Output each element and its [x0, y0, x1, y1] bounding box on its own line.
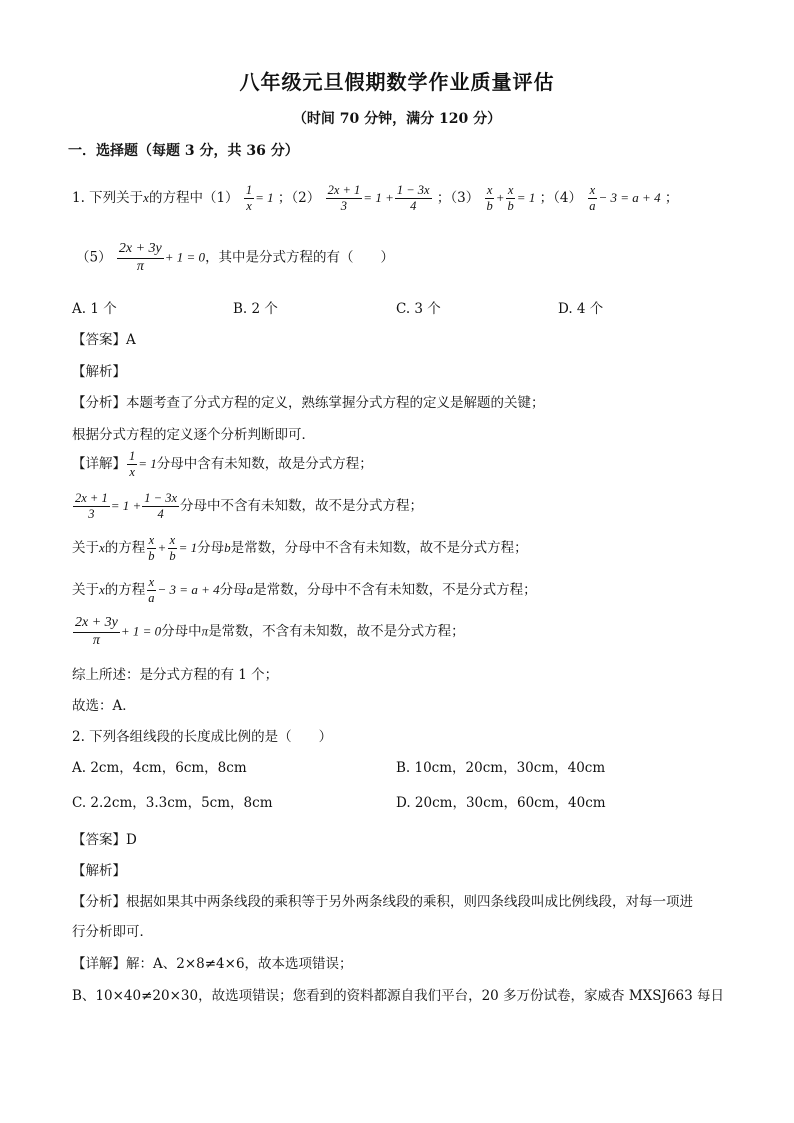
eq3-fraction-right: $\frac{x}{b}$ [507, 183, 514, 214]
detail1-text: 分母中含有未知数，故是分式方程； [156, 456, 373, 473]
detail4-tail: 是常数，分母中不含有未知数，不是分式方程； [253, 582, 537, 599]
q1-analysis-label: 【解析】 [72, 364, 126, 380]
detail3-mid: 的方程 [104, 540, 146, 557]
q1-fenxi-2: 根据分式方程的定义逐个分析判断即可． [72, 427, 315, 443]
q2-option-a: A. 2cm，4cm，6cm，8cm [72, 760, 247, 776]
detail4-var-x: x [99, 582, 105, 598]
detail3-fraction-left: $\frac{x}{b}$ [148, 533, 155, 564]
detail3-fraction-right: $\frac{x}{b}$ [169, 533, 176, 564]
question-2-stem: 2. 下列各组线段的长度成比例的是（ ） [72, 729, 333, 745]
q1-tail: ，其中是分式方程的有（ ） [205, 249, 395, 266]
detail3-plus: + [157, 540, 167, 556]
q1-prefix: 1. 下列关于 [72, 190, 144, 207]
detail2-fraction-right: $\frac{1 - 3x}{4}$ [144, 491, 178, 522]
q1-detail-1 [72, 450, 373, 479]
detail3-var-x: x [99, 540, 105, 556]
detail2-mid: = 1 + [110, 498, 142, 514]
q1-fenxi: 【分析】本题考查了分式方程的定义，熟练掌握分式方程的定义是解题的关键； [72, 395, 545, 411]
detail5-rhs: + 1 = 0 [120, 623, 162, 639]
eq5-fraction: $\frac{2x + 3y}{\pi}$ [118, 241, 162, 274]
detail4-text: 分母 [219, 582, 247, 599]
q1-answer: 【答案】A [72, 332, 136, 348]
detail4-pre: 关于 [72, 582, 99, 599]
q2-option-b: B. 10cm，20cm，30cm，40cm [396, 760, 606, 776]
detail4-fraction: $\frac{x}{a}$ [148, 575, 155, 606]
eq3-fraction-left: $\frac{x}{b}$ [486, 183, 493, 214]
detail4-rhs: − 3 = a + 4 [157, 582, 220, 598]
q2-analysis-label: 【解析】 [72, 863, 126, 879]
eq1-fraction: $\frac{1}{x}$ [245, 183, 253, 214]
detail5-text: 分母中 [161, 623, 202, 640]
q2-detail-2: B、10×40≠20×30，故选项错误；您看到的资料都源自我们平台，20 多万份试卷，家威杏 MXSJ663 每日 [72, 988, 724, 1004]
q2-option-c: C. 2.2cm，3.3cm，5cm，8cm [72, 795, 273, 811]
q1-sep1: ；（2） [277, 190, 321, 207]
question-1-stem [72, 184, 678, 213]
q1-var-x: x [143, 190, 149, 206]
detail5-tail: 是常数，不含有未知数，故不是分式方程； [208, 623, 465, 640]
q2-detail: 【详解】解：A、2×8≠4×6，故本选项错误； [72, 956, 353, 972]
page-title: 八年级元旦假期数学作业质量评估 [239, 70, 555, 94]
page-subtitle: （时间 70 分钟，满分 120 分） [292, 111, 502, 127]
q1-choose: 故选：A． [72, 698, 136, 714]
q1-detail-3 [72, 534, 528, 563]
eq4-fraction: $\frac{x}{a}$ [589, 183, 596, 214]
q2-answer: 【答案】D [72, 832, 137, 848]
eq4-rhs: − 3 = a + 4 [598, 190, 661, 206]
q1-detail-2 [72, 492, 423, 521]
detail2-text: 分母中不含有未知数，故不是分式方程； [180, 498, 424, 515]
q2-fenxi-2: 行分析即可． [72, 924, 153, 940]
detail4-a: a [246, 582, 254, 598]
q1-detail-label: 【详解】 [72, 456, 126, 473]
q1-sep3: ；（4） [539, 190, 582, 207]
eq3-rhs: = 1 [516, 190, 536, 206]
detail2-fraction-left: $\frac{2x + 1}{3}$ [75, 491, 108, 522]
q2-option-d: D. 20cm，30cm，60cm，40cm [396, 795, 606, 811]
detail5-fraction: $\frac{2x + 3y}{\pi}$ [75, 615, 118, 648]
eq3-plus: + [495, 190, 505, 206]
q1-label5: （5） [76, 249, 112, 266]
q1-detail-4 [72, 576, 537, 605]
eq2-mid: = 1 + [363, 190, 394, 206]
q1-detail-5 [72, 616, 465, 648]
eq2-fraction-left: $\frac{2x + 1}{3}$ [327, 183, 361, 214]
q1-option-c: C. 3 个 [396, 301, 441, 317]
detail3-pre: 关于 [72, 540, 99, 557]
detail3-tail: 是常数，分母中不含有未知数，故不是分式方程； [230, 540, 528, 557]
eq5-rhs: + 1 = 0 [164, 249, 206, 265]
q1-summary: 综上所述：是分式方程的有 1 个； [72, 667, 279, 683]
detail3-b: b [224, 540, 231, 556]
q1-option-b: B. 2 个 [233, 301, 278, 317]
detail1-fraction: $\frac{1}{x}$ [129, 449, 136, 480]
q2-fenxi: 【分析】根据如果其中两条线段的乘积等于另外两条线段的乘积，则四条线段叫成比例线段，对每一项进 [72, 894, 693, 910]
detail5-pi: π [201, 623, 209, 639]
detail1-rhs: = 1 [138, 456, 157, 472]
q1-option-d: D. 4 个 [558, 301, 604, 317]
q1-mid: 的方程中（1） [148, 190, 239, 207]
detail4-mid: 的方程 [104, 582, 146, 599]
eq2-fraction-right: $\frac{1 - 3x}{4}$ [396, 183, 430, 214]
eq1-rhs: = 1 [255, 190, 274, 206]
q1-sep4: ； [664, 190, 679, 207]
question-1-stem-line2 [76, 242, 394, 274]
detail3-rhs: = 1 [178, 540, 198, 556]
q1-sep2: ；（3） [436, 190, 480, 207]
q1-option-a: A. 1 个 [72, 301, 117, 317]
detail3-text: 分母 [197, 540, 225, 557]
section-heading: 一．选择题（每题 3 分，共 36 分） [68, 143, 299, 159]
